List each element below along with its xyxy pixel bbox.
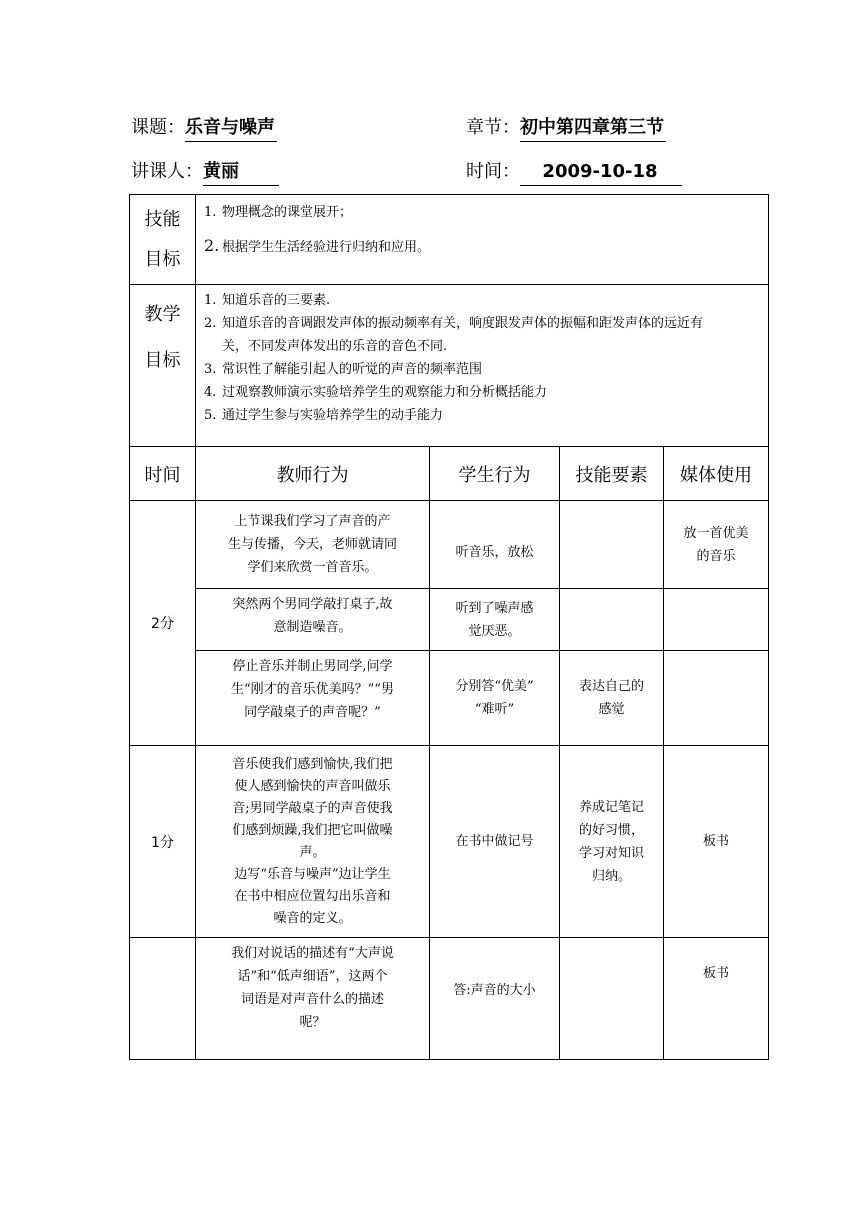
skill-goals-label: 技能 目标 bbox=[130, 195, 196, 285]
list-item: 2. 知道乐音的音调跟发声体的振动频率有关，响度跟发声体的振幅和距发声体的远近有关，不同发声体发出的乐音的音色不同. bbox=[204, 316, 704, 354]
student-cell: 答:声音的大小 bbox=[430, 938, 560, 1060]
skill-cell: 表达自己的 感觉 bbox=[560, 651, 664, 746]
student-cell: 听音乐，放松 bbox=[430, 501, 560, 589]
skill-cell: 养成记笔记 的好习惯， 学习对知识 归纳。 bbox=[560, 746, 664, 938]
column-header-teacher: 教师行为 bbox=[196, 447, 430, 501]
time-cell bbox=[130, 938, 196, 1060]
student-cell: 听到了噪声感 觉厌恶。 bbox=[430, 589, 560, 651]
media-cell: 板书 bbox=[664, 746, 769, 938]
teacher-cell: 我们对说话的描述有“大声说 话”和“低声细语”，这两个 词语是对声音什么的描述 呢？ bbox=[196, 938, 430, 1060]
chapter-value: 初中第四章第三节 bbox=[520, 116, 666, 142]
teacher-cell: 突然两个男同学敲打桌子,故 意制造噪音。 bbox=[196, 589, 430, 651]
topic-value: 乐音与噪声 bbox=[185, 116, 277, 142]
skill-cell bbox=[560, 501, 664, 589]
teaching-goals-label: 教学 目标 bbox=[130, 285, 196, 447]
lecturer-line bbox=[131, 160, 279, 186]
teacher-cell: 上节课我们学习了声音的产 生与传播，今天，老师就请同 学们来欣赏一首音乐。 bbox=[196, 501, 430, 589]
table-row bbox=[130, 651, 769, 746]
topic-label: 课题： bbox=[131, 117, 185, 138]
time-line bbox=[466, 160, 682, 186]
teacher-cell: 音乐使我们感到愉快,我们把 使人感到愉快的声音叫做乐 音;男同学敲桌子的声音使我 们感到烦躁,我们把它叫做噪 声。 边写“乐音与噪声”边让学生 在书中相应位置勾出乐音和 噪音的定义。 bbox=[196, 746, 430, 938]
teaching-goals-row bbox=[130, 285, 769, 447]
column-header-row bbox=[130, 447, 769, 501]
chapter-line bbox=[466, 116, 666, 142]
media-cell: 放一首优美 的音乐 bbox=[664, 501, 769, 589]
list-item: 1. 物理概念的课堂展开； bbox=[204, 205, 353, 220]
table-row bbox=[130, 938, 769, 1060]
lecturer-label: 讲课人： bbox=[131, 161, 203, 182]
column-header-time: 时间 bbox=[130, 447, 196, 501]
column-header-skill: 技能要素 bbox=[560, 447, 664, 501]
teaching-goals-list bbox=[196, 285, 769, 447]
skill-cell bbox=[560, 589, 664, 651]
time-cell: 2分 bbox=[130, 501, 196, 746]
time-cell: 1分 bbox=[130, 746, 196, 938]
column-header-student: 学生行为 bbox=[430, 447, 560, 501]
list-item: 4. 过观察教师演示实验培养学生的观察能力和分析概括能力 bbox=[204, 385, 548, 400]
list-item: 2. 根据学生生活经验进行归纳和应用。 bbox=[204, 236, 431, 255]
student-cell: 分别答“优美” “难听” bbox=[430, 651, 560, 746]
lecturer-value: 黄丽 bbox=[203, 160, 279, 186]
skill-goals-row bbox=[130, 195, 769, 285]
column-header-media: 媒体使用 bbox=[664, 447, 769, 501]
list-item: 5. 通过学生参与实验培养学生的动手能力 bbox=[204, 408, 444, 423]
table-row bbox=[130, 501, 769, 589]
list-item: 3. 常识性了解能引起人的听觉的声音的频率范围 bbox=[204, 362, 483, 377]
skill-cell bbox=[560, 938, 664, 1060]
time-value: 2009-10-18 bbox=[520, 160, 682, 186]
media-cell bbox=[664, 651, 769, 746]
media-cell bbox=[664, 589, 769, 651]
chapter-label: 章节： bbox=[466, 117, 520, 138]
list-item: 1. 知道乐音的三要素. bbox=[204, 293, 331, 308]
student-cell: 在书中做记号 bbox=[430, 746, 560, 938]
media-cell: 板书 bbox=[664, 938, 769, 1060]
lesson-plan-table bbox=[129, 194, 769, 1060]
table-row bbox=[130, 746, 769, 938]
teacher-cell: 停止音乐并制止男同学,问学 生“刚才的音乐优美吗？”“男 同学敲桌子的声音呢？” bbox=[196, 651, 430, 746]
table-row bbox=[130, 589, 769, 651]
skill-goals-list bbox=[196, 195, 769, 285]
topic-line bbox=[131, 116, 277, 142]
time-label: 时间： bbox=[466, 161, 520, 182]
